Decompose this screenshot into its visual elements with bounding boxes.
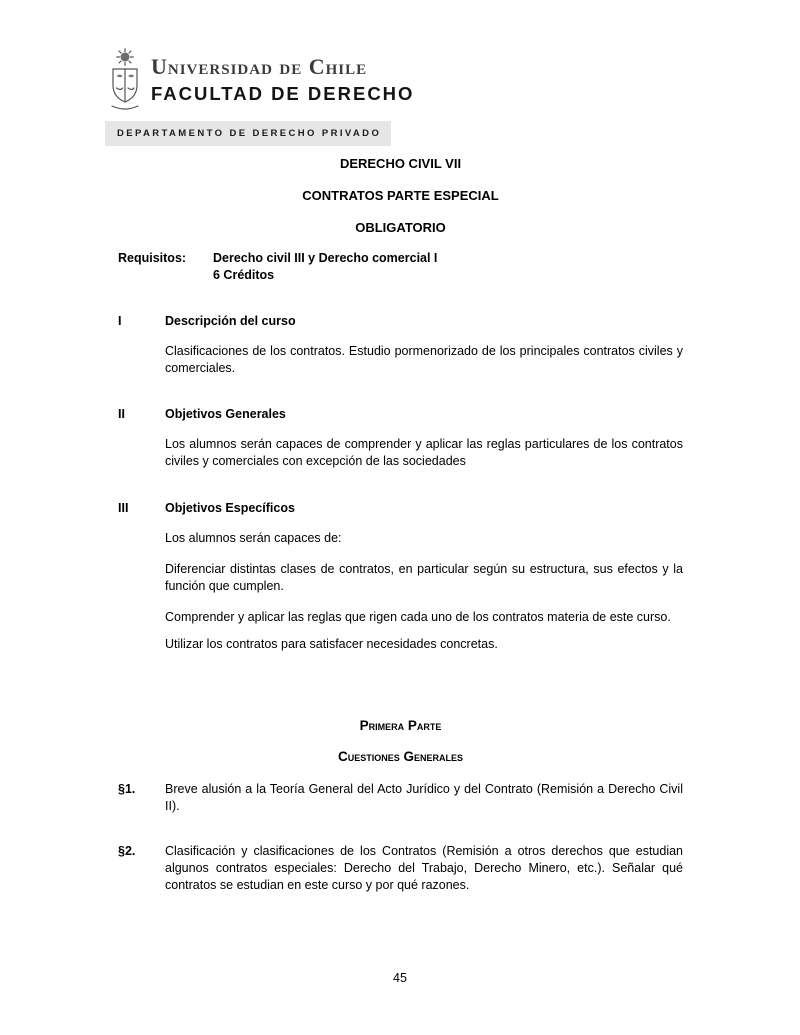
section-heading — [118, 406, 683, 423]
section-number: III — [118, 501, 129, 515]
section-number: I — [118, 314, 122, 328]
part-subtitle: Cuestiones Generales — [337, 749, 464, 764]
numbered-item-2 — [118, 843, 683, 894]
section-descripcion-del-curso — [118, 313, 683, 377]
course-modality: OBLIGATORIO — [355, 220, 446, 235]
section-title: Objetivos Específicos — [165, 501, 295, 515]
item-text: Clasificación y clasificaciones de los Contratos (Remisión a otros derechos que estudian algunos contratos especiales: Derecho del Trabajo, Derecho Minero, etc.). Señalar qué contratos se estudian en este curso y por qué razones. — [165, 844, 683, 892]
brand-row — [105, 48, 414, 112]
page-footer — [0, 970, 800, 987]
section-paragraph: Clasificaciones de los contratos. Estudio pormenorizado de los principales contratos civiles y comerciales. — [165, 344, 683, 375]
university-name: Universidad de Chile — [151, 54, 368, 79]
section-paragraph: Los alumnos serán capaces de: — [165, 531, 342, 545]
item-text: Breve alusión a la Teoría General del Acto Jurídico y del Contrato (Remisión a Derecho Civil II). — [165, 782, 683, 813]
page-number: 45 — [393, 971, 407, 985]
part-title: Primera Parte — [359, 718, 442, 733]
numbered-item-1 — [118, 781, 683, 815]
requirements-row — [118, 250, 683, 284]
requirements-value: Derecho civil III y Derecho comercial I — [213, 251, 438, 265]
requirements-label: Requisitos: — [118, 251, 187, 265]
letterhead — [105, 48, 414, 146]
document-body — [0, 139, 800, 894]
requirements-values — [213, 250, 437, 284]
section-heading — [118, 313, 683, 330]
item-marker: §2. — [118, 844, 136, 858]
section-objetivos-generales — [118, 406, 683, 470]
department-banner: DEPARTAMENTO DE DERECHO PRIVADO — [105, 121, 391, 146]
section-paragraph: Utilizar los contratos para satisfacer necesidades concretas. — [165, 637, 498, 651]
section-title: Objetivos Generales — [165, 407, 286, 421]
section-paragraph: Comprender y aplicar las reglas que rigen cada uno de los contratos materia de este curso. — [165, 610, 671, 624]
section-title: Descripción del curso — [165, 314, 296, 328]
section-objetivos-especificos — [118, 500, 683, 653]
item-marker: §1. — [118, 782, 136, 796]
course-subtitle: CONTRATOS PARTE ESPECIAL — [302, 188, 499, 203]
section-number: II — [118, 407, 125, 421]
section-paragraph: Los alumnos serán capaces de comprender y aplicar las reglas particulares de los contratos civiles y comerciales con excepción de las sociedades — [165, 437, 683, 468]
credits-value: 6 Créditos — [213, 268, 275, 282]
faculty-name: FACULTAD DE DERECHO — [151, 83, 415, 104]
section-paragraph: Diferenciar distintas clases de contratos, en particular según su estructura, sus efectos y la función que cumplen. — [165, 562, 683, 593]
brand-text — [151, 48, 414, 106]
course-title: DERECHO CIVIL VII — [339, 156, 462, 171]
university-crest-icon — [105, 48, 145, 112]
section-heading — [118, 500, 683, 517]
